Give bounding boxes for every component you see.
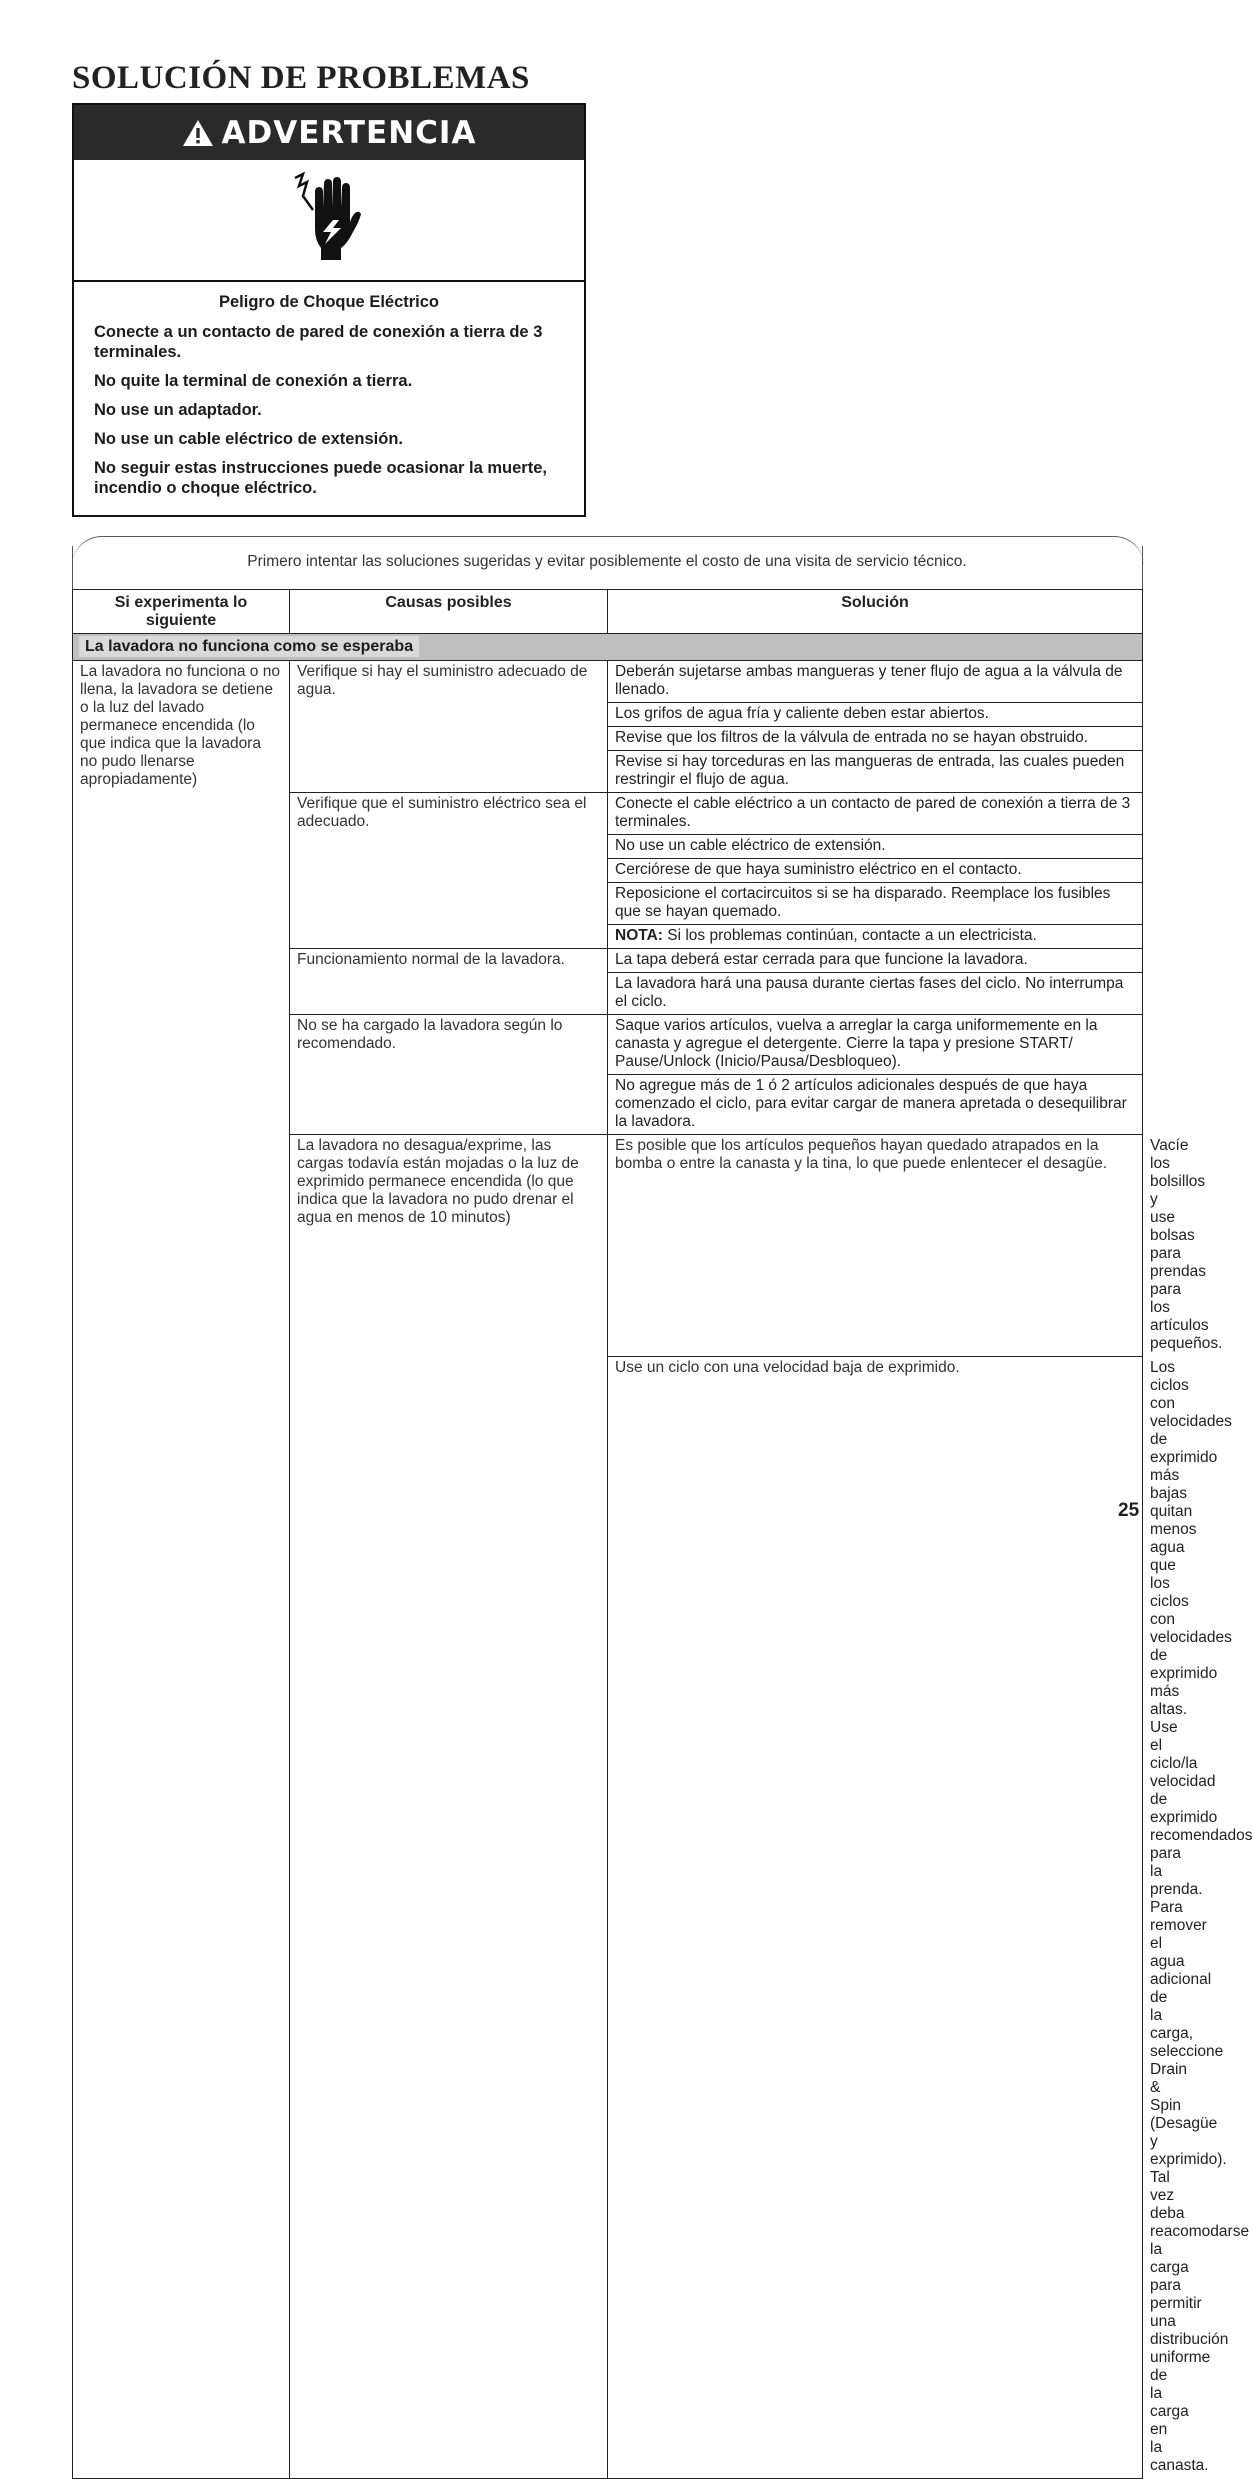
symptom-cell: La lavadora no desagua/exprime, las cargas todavía están mojadas o la luz de exprimido permanece encendida (lo que indica que la lavadora no pudo drenar el agua en menos de 10 minutos)	[290, 1135, 608, 2479]
intro-frame-right	[1142, 546, 1143, 591]
cause-cell: Es posible que los artículos pequeños hayan quedado atrapados en la bomba o entre la canasta y la tina, lo que puede enlentecer el desagüe.	[608, 1135, 1143, 1357]
warning-line: No use un cable eléctrico de extensión.	[94, 430, 404, 448]
solution-cell: Reposicione el cortacircuitos si se ha disparado. Reemplace los fusibles que se hayan quemado.	[608, 883, 1143, 925]
solution-cell: Deberán sujetarse ambas mangueras y tener flujo de agua a la válvula de llenado.	[608, 661, 1143, 703]
warning-triangle-icon	[182, 118, 214, 148]
electric-shock-hand-icon	[289, 170, 369, 270]
table-header-row	[73, 590, 1143, 634]
cause-cell: Funcionamiento normal de la lavadora.	[290, 949, 608, 1015]
symptom-cell: La lavadora no funciona o no llena, la lavadora se detiene o la luz del lavado permanece encendida (lo que indica que la lavadora no pudo llenarse apropiadamente)	[73, 661, 290, 2479]
section-row	[73, 634, 1143, 661]
warning-box	[72, 103, 586, 517]
solution-cell: Saque varios artículos, vuelva a arreglar la carga uniformemente en la canasta y agregue el detergente. Cierre la tapa y presione START/ Pause/Unlock (Inicio/Pausa/Desbloqueo).	[608, 1015, 1143, 1075]
cause-cell: Verifique que el suministro eléctrico sea el adecuado.	[290, 793, 608, 949]
table-row	[73, 661, 1143, 703]
note-cell	[608, 925, 1143, 949]
solution-cell: Cerciórese de que haya suministro eléctrico en el contacto.	[608, 859, 1143, 883]
table-row: La lavadora no desagua/exprime, las cargas todavía están mojadas o la luz de exprimido permanece encendida (lo que indica que la lavadora no pudo drenar el agua en menos de 10 minutos) Es posible que los artículos pequeños hayan quedado atrapados en la bomba o entre la canasta y la tina, lo que puede enlentecer el desagüe. Vacíe los bolsillos y use bolsas para prendas para los artículos pequeños.	[73, 1135, 1143, 1357]
solution-cell: Los grifos de agua fría y caliente deben estar abiertos.	[608, 703, 1143, 727]
header-causes: Causas posibles	[290, 590, 608, 634]
warning-banner-text: ADVERTENCIA	[221, 114, 477, 151]
note-text: Si los problemas continúan, contacte a un electricista.	[662, 927, 1037, 944]
header-symptom: Si experimenta lo siguiente	[73, 590, 290, 634]
warning-line: No seguir estas instrucciones puede ocasionar la muerte, incendio o choque eléctrico.	[94, 459, 547, 497]
solution-cell: Revise si hay torceduras en las mangueras de entrada, las cuales pueden restringir el flujo de agua.	[608, 751, 1143, 793]
cause-cell: Verifique si hay el suministro adecuado de agua.	[290, 661, 608, 793]
cause-cell: No se ha cargado la lavadora según lo recomendado.	[290, 1015, 608, 1135]
header-solution: Solución	[608, 590, 1143, 634]
solution-cell: Conecte el cable eléctrico a un contacto de pared de conexión a tierra de 3 terminales.	[608, 793, 1143, 835]
intro-text: Primero intentar las soluciones sugeridas y evitar posiblemente el costo de una visita de servicio técnico.	[247, 553, 967, 570]
solution-cell: La tapa deberá estar cerrada para que funcione la lavadora.	[608, 949, 1143, 973]
solution-cell: No agregue más de 1 ó 2 artículos adicionales después de que haya comenzado el ciclo, para evitar cargar de manera apretada o desequilibrar la lavadora.	[608, 1075, 1143, 1135]
warning-line: No quite la terminal de conexión a tierra.	[94, 372, 413, 390]
warning-line: Conecte a un contacto de pared de conexión a tierra de 3 terminales.	[94, 323, 543, 361]
solution-cell: Revise que los filtros de la válvula de entrada no se hayan obstruido.	[608, 727, 1143, 751]
warning-text	[74, 282, 584, 498]
solution-cell: No use un cable eléctrico de extensión.	[608, 835, 1143, 859]
note-label: NOTA:	[615, 927, 663, 944]
page-number: 25	[1118, 1500, 1140, 1521]
page-title: SOLUCIÓN DE PROBLEMAS	[72, 60, 530, 96]
section-title: La lavadora no funciona como se esperaba	[79, 636, 419, 657]
cause-cell: Use un ciclo con una velocidad baja de exprimido.	[608, 1357, 1143, 2479]
table-row: Use un ciclo con una velocidad baja de exprimido. Los ciclos con velocidades de exprimido más bajas quitan menos agua que los ciclos con velocidades de exprimido más altas. Use el ciclo/la velocidad de exprimido recomendados para la prenda. Para remover el agua adicional de la carga, seleccione Drain & Spin (Desagüe y exprimido). Tal vez deba reacomodarse la carga para permitir una distribución uniforme de la carga en la canasta.	[73, 1357, 1143, 2479]
warning-heading: Peligro de Choque Eléctrico	[218, 293, 440, 311]
warning-banner	[74, 105, 584, 160]
troubleshooting-table	[72, 589, 1253, 2479]
solution-cell: La lavadora hará una pausa durante ciertas fases del ciclo. No interrumpa el ciclo.	[608, 973, 1143, 1015]
warning-line: No use un adaptador.	[94, 401, 262, 419]
warning-icon-area	[74, 160, 584, 282]
